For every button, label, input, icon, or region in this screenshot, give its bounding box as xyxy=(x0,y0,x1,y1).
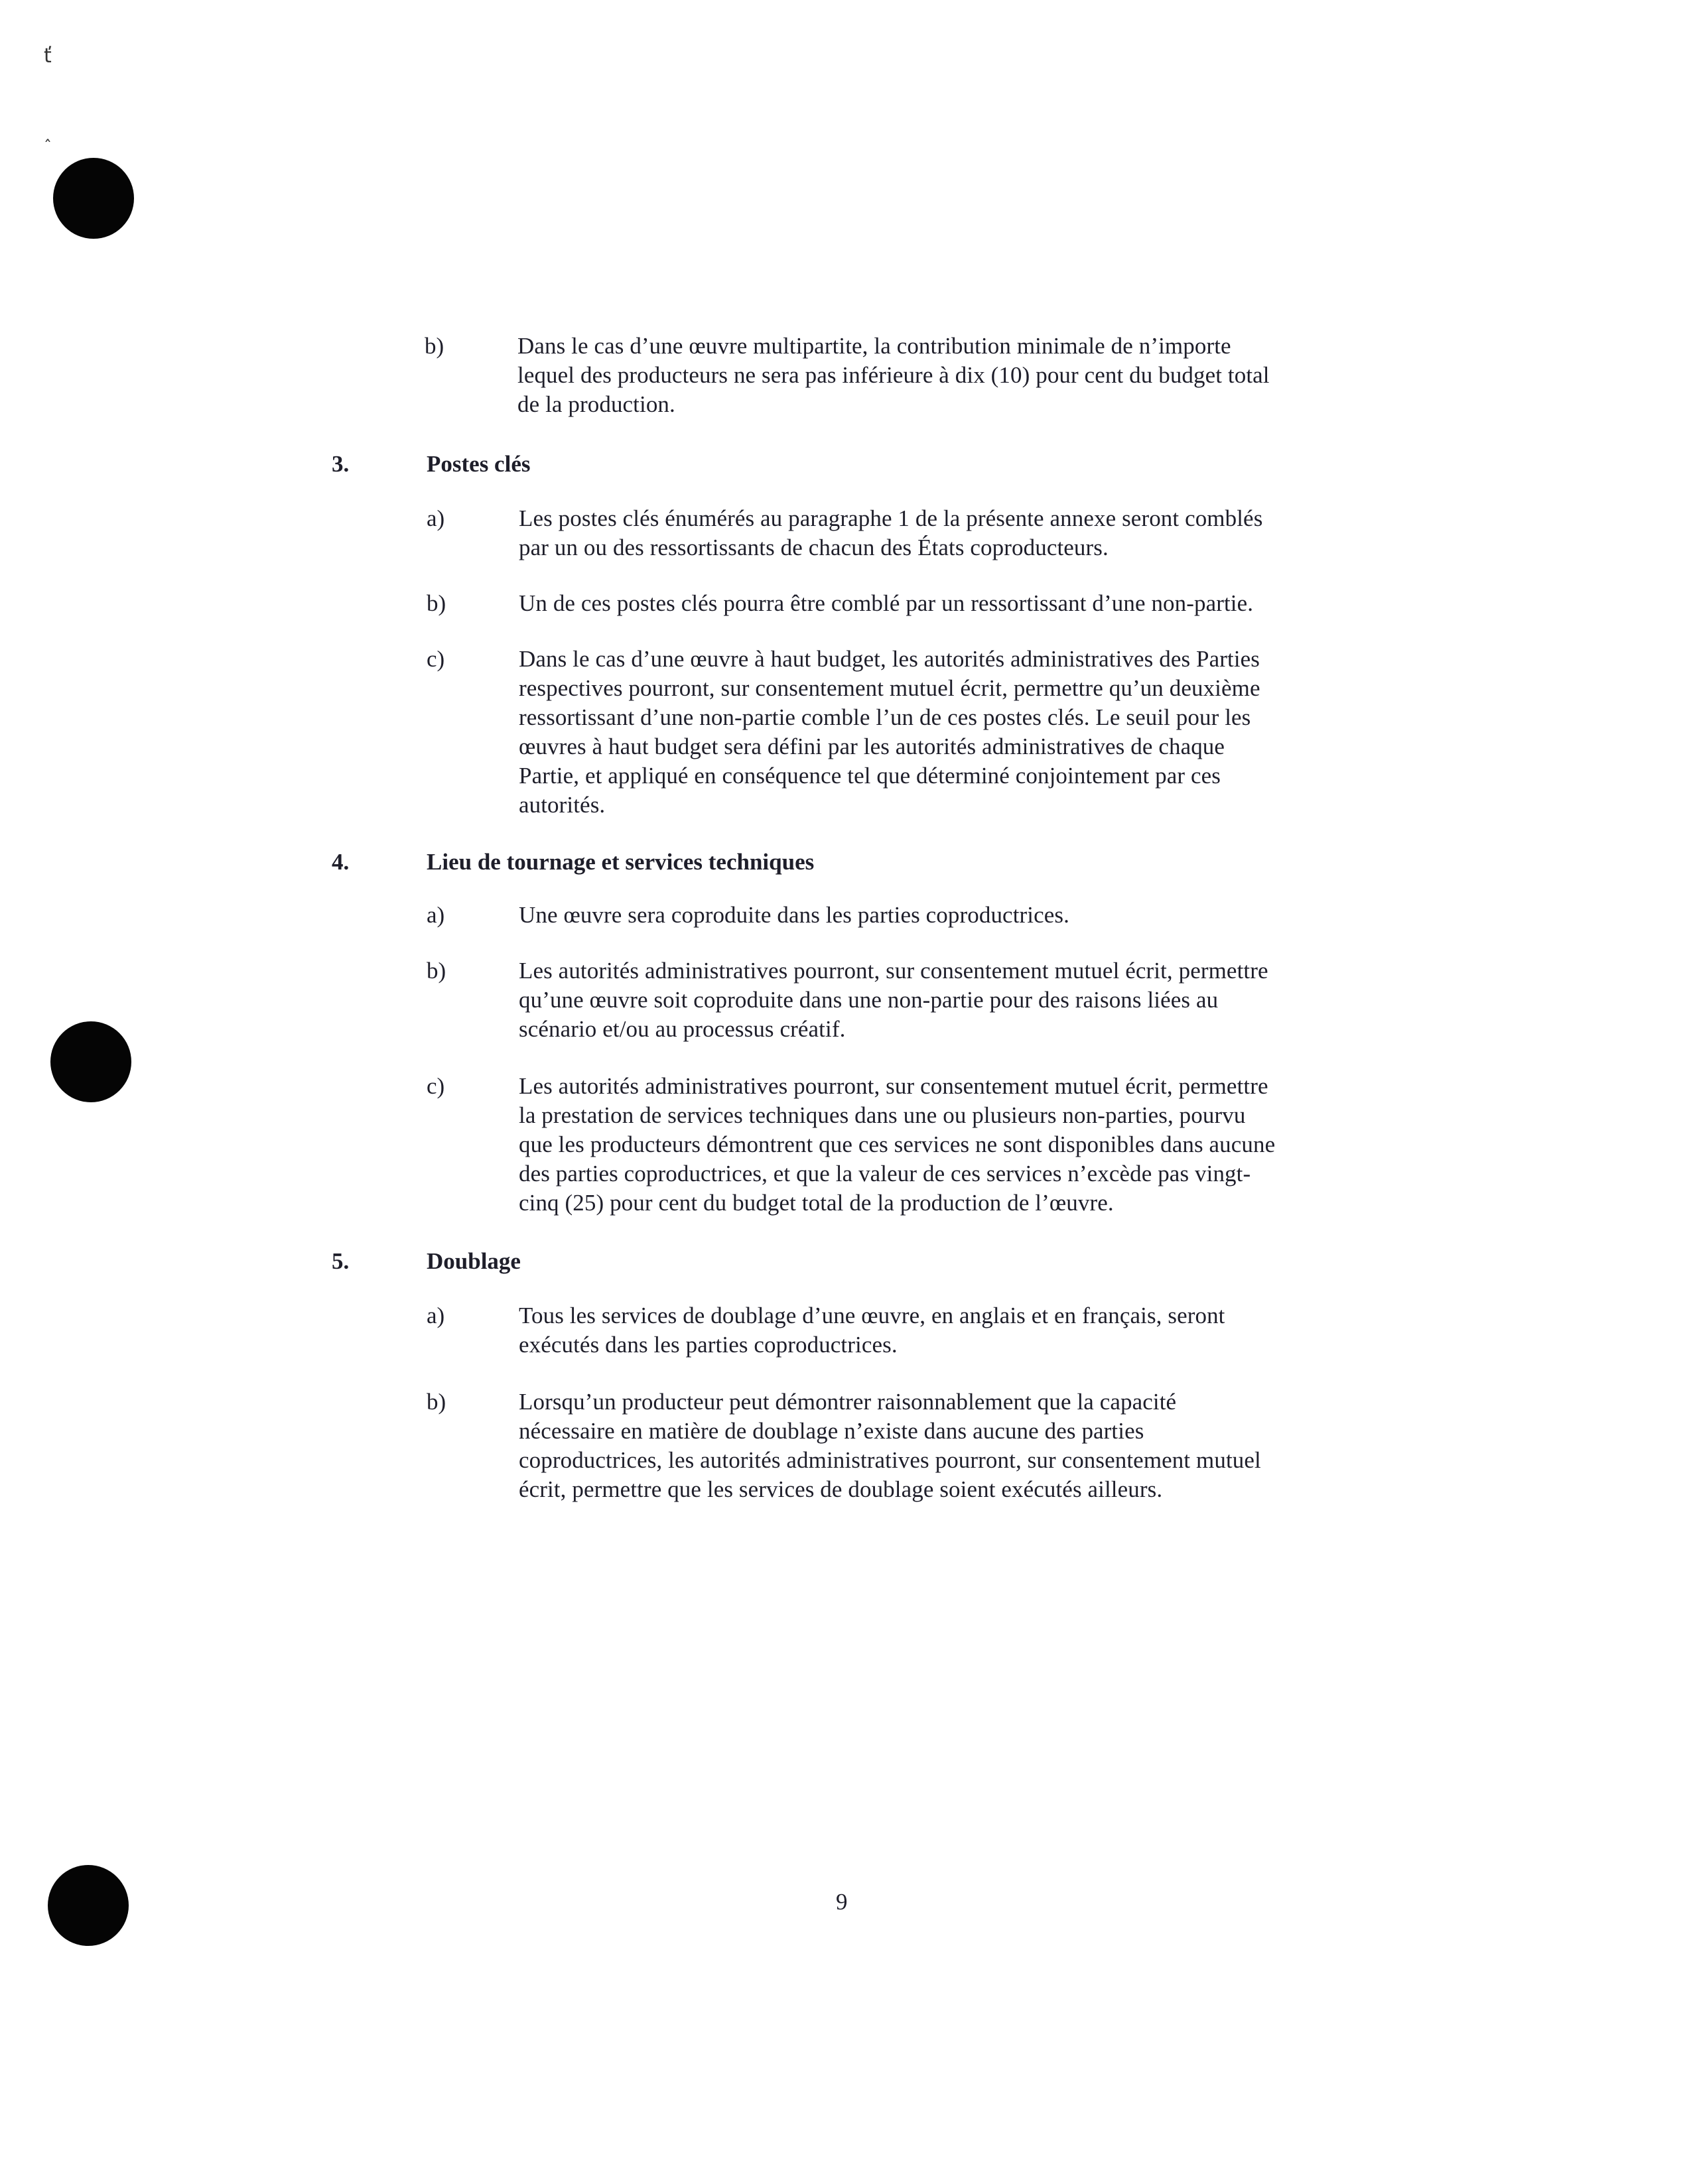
item-label: a) xyxy=(427,505,445,531)
item-label: c) xyxy=(427,1073,445,1099)
item-text: Dans le cas d’une œuvre à haut budget, les autorités administratives des Parties respectives pourront, sur consentement mutuel écrit, permettre qu’un deuxième ressortissant d’une non-partie comble l’un de ces postes clés. Le seuil pour les œuvres à haut budget sera défini par les autorités administratives de chaque Partie, et appliqué en conséquence tel que déterminé conjointement par ces autorités. xyxy=(519,646,1260,818)
section-number: 5. xyxy=(332,1248,350,1274)
item-label: a) xyxy=(427,1303,445,1328)
section-title: Postes clés xyxy=(427,451,531,477)
item-label: c) xyxy=(427,646,445,672)
section-number: 4. xyxy=(332,849,350,875)
section-title: Doublage xyxy=(427,1248,521,1274)
item-text: Les postes clés énumérés au paragraphe 1 de la présente annexe seront comblés par un ou des ressortissants de chacun des États coproducteurs. xyxy=(519,505,1263,560)
item-text: Une œuvre sera coproduite dans les parties coproductrices. xyxy=(519,902,1069,928)
punch-hole-bottom xyxy=(48,1865,129,1946)
page-number: 9 xyxy=(836,1889,848,1915)
item-text: Dans le cas d’une œuvre multipartite, la contribution minimale de n’importe lequel des producteurs ne sera pas inférieure à dix (10) pour cent du budget total de la production. xyxy=(517,333,1270,417)
scan-mark: ˆ xyxy=(44,137,52,156)
item-label: b) xyxy=(427,1389,446,1415)
item-text: Lorsqu’un producteur peut démontrer raisonnablement que la capacité nécessaire en matière de doublage n’existe dans aucune des parties coproductrices, les autorités administratives pourront, sur consentement mutuel écrit, permettre que les services de doublage soient exécutés ailleurs. xyxy=(519,1389,1261,1502)
item-text: Les autorités administratives pourront, sur consentement mutuel écrit, permettre la prestation de services techniques dans une ou plusieurs non-parties, pourvu que les producteurs démontrent que ces services ne sont disponibles dans aucune des parties coproductrices, et que la valeur de ces services n’excède pas vingt- cinq (25) pour cent du budget total de la production de l’œuvre. xyxy=(519,1073,1276,1216)
item-text: Les autorités administratives pourront, sur consentement mutuel écrit, permettre qu’une œuvre soit coproduite dans une non-partie pour des raisons liées au scénario et/ou au processus créatif. xyxy=(519,958,1268,1042)
item-label: b) xyxy=(427,590,446,616)
item-label: b) xyxy=(425,333,444,359)
punch-hole-top xyxy=(53,158,134,239)
item-label: b) xyxy=(427,958,446,984)
scan-mark: ť xyxy=(44,44,52,68)
item-text: Un de ces postes clés pourra être comblé par un ressortissant d’une non-partie. xyxy=(519,590,1254,616)
punch-hole-middle xyxy=(50,1021,131,1102)
section-title: Lieu de tournage et services techniques xyxy=(427,849,815,875)
section-number: 3. xyxy=(332,451,350,477)
item-text: Tous les services de doublage d’une œuvre, en anglais et en français, seront exécutés dans les parties coproductrices. xyxy=(519,1303,1225,1358)
item-label: a) xyxy=(427,902,445,928)
